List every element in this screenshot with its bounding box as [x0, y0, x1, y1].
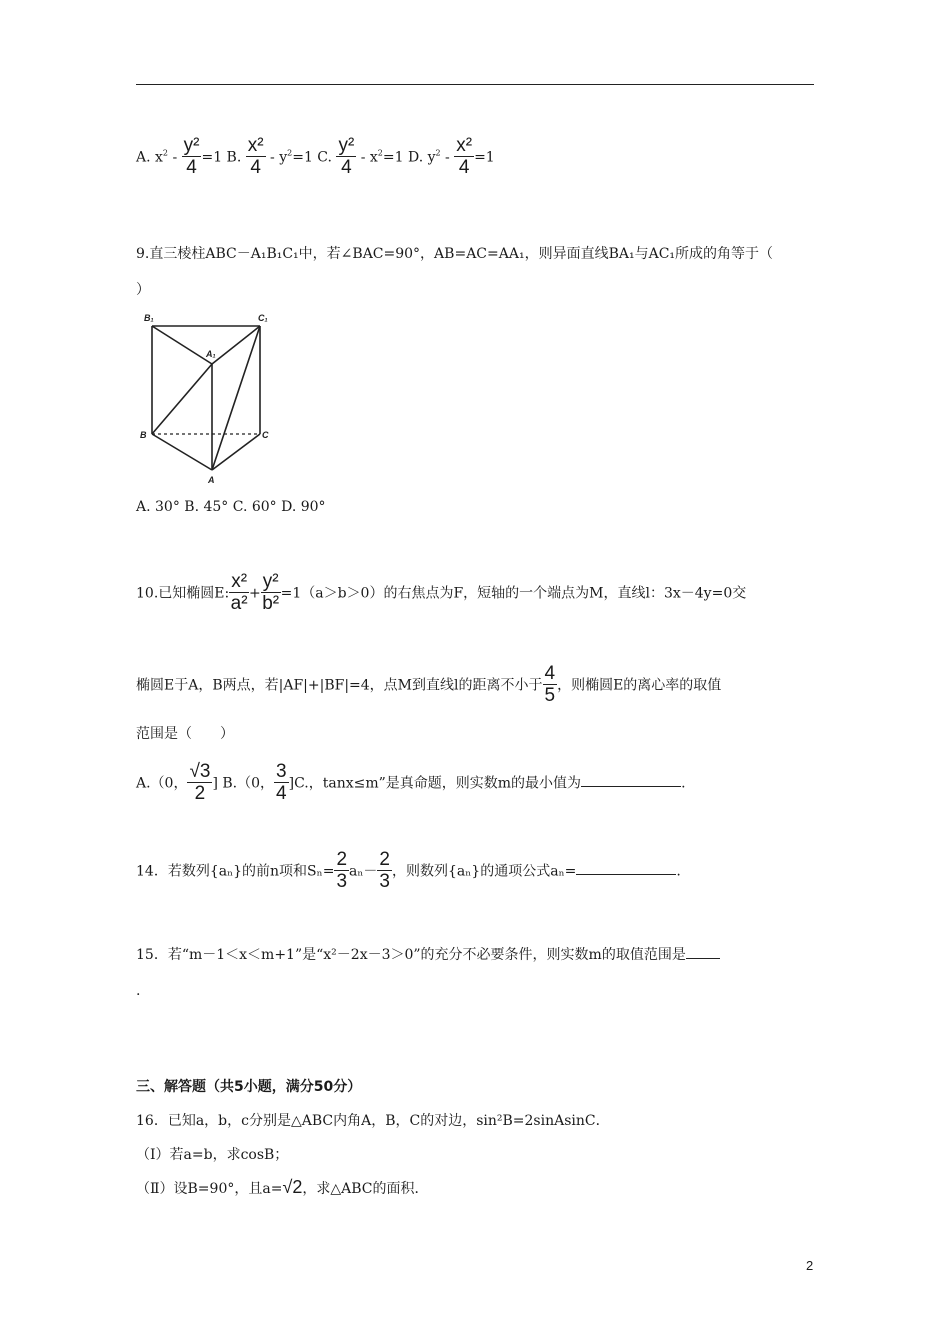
q14-mid: aₙ－	[349, 863, 378, 880]
q16-part2-pre: （Ⅱ）设B=90°，且a=	[136, 1181, 283, 1197]
q10-plus: +	[249, 585, 261, 602]
q8-a-num: y²	[183, 135, 200, 156]
q10-opt-a: A.（0，	[136, 775, 188, 792]
q8-c-mid: - x	[356, 149, 378, 166]
q10-f4-num: √3	[189, 761, 211, 782]
label-c1: C₁	[258, 313, 268, 323]
q14-f1-den: 3	[336, 870, 348, 892]
q8-c-sup: 2	[377, 148, 383, 158]
q14-f2-den: 3	[379, 870, 390, 892]
q10-frac-x2a2	[229, 572, 249, 615]
q14-pre: 14．若数列{aₙ}的前n项和Sₙ=	[136, 863, 335, 880]
label-a: A	[208, 475, 215, 485]
q14-f2-num: 2	[379, 849, 390, 870]
q8-b-fraction	[246, 136, 266, 179]
q8-c-end: =1 D. y	[382, 149, 436, 166]
q10-f5-num: 3	[276, 761, 287, 782]
q10-pre: 10.已知椭圆E:	[136, 585, 230, 602]
q16-line1: 16．已知a，b，c分别是△ABC内角A，B，C的对边，sin²B=2sinAsinC．	[136, 1113, 610, 1129]
q10-options	[136, 762, 686, 805]
q10-line2-post: ，则椭圆E的离心率的取值	[557, 677, 722, 694]
q8-a-end: =1 B.	[201, 149, 242, 166]
page-number: 2	[806, 1258, 814, 1273]
q14-line	[136, 850, 681, 893]
q9-options: A. 30° B. 45° C. 60° D. 90°	[136, 499, 326, 515]
q10-post: =1（a＞b＞0）的右焦点为F，短轴的一个端点为M，直线l：3x－4y=0交	[280, 585, 747, 602]
edge-b1a1	[152, 326, 212, 364]
q16-part2-post: ，求△ABC的面积．	[302, 1181, 429, 1197]
segment-ac1	[212, 326, 260, 470]
q10-opt-rest: ]C.，tanx≤m”是真命题，则实数m的最小值为	[288, 775, 582, 792]
q8-c-den: 4	[341, 156, 352, 178]
q8-b-num: x²	[247, 135, 264, 156]
q15-answer-blank	[686, 946, 720, 959]
q10-f3-num: 4	[544, 663, 556, 684]
edge-ba	[152, 434, 212, 470]
q14-f1-num: 2	[336, 849, 348, 870]
label-a1: A₁	[206, 349, 216, 359]
q10-frac-3-4	[274, 762, 289, 805]
prism-figure	[138, 310, 278, 486]
q10-f3-den: 5	[544, 684, 556, 706]
q8-options	[136, 136, 495, 179]
q16-part1: （Ⅰ）若a=b，求cosB；	[136, 1147, 289, 1163]
q8-d-sup: 2	[435, 148, 441, 158]
q10-line1	[136, 572, 746, 615]
edge-a1c1	[212, 326, 260, 364]
q8-b-end: =1 C.	[292, 149, 332, 166]
q10-frac-y2b2	[261, 572, 281, 615]
q14-frac-1	[334, 850, 349, 893]
q14-end: .	[676, 863, 681, 880]
q10-f1-num: x²	[231, 571, 248, 592]
q8-d-mid: -	[440, 149, 455, 166]
q8-d-den: 4	[458, 156, 470, 178]
q10-f1-den: a²	[230, 592, 248, 614]
q8-d-fraction	[454, 136, 474, 179]
q16-sqrt2: √2	[282, 1177, 303, 1197]
q10-opt-b: ] B.（0，	[212, 775, 275, 792]
q8-d-end: =1	[474, 149, 495, 166]
q15-text: 15．若“m－1＜x＜m+1”是“x²－2x－3＞0”的充分不必要条件，则实数m的取值范围是	[136, 947, 686, 963]
q10-end: .	[681, 775, 686, 792]
q16-part2	[136, 1178, 428, 1196]
q8-a-fraction	[182, 136, 202, 179]
q9-stem-line2: ）	[136, 282, 150, 298]
label-c: C	[262, 430, 269, 440]
q8-c-fraction	[336, 136, 356, 179]
q8-b-mid: - y	[265, 149, 288, 166]
q8-a-label: A. x	[136, 149, 163, 166]
q8-b-sup: 2	[287, 148, 293, 158]
q10-line2-pre: 椭圆E于A，B两点，若|AF|+|BF|=4，点M到直线l的距离不小于	[136, 677, 543, 694]
q8-c-num: y²	[338, 135, 355, 156]
q10-f4-den: 2	[194, 782, 206, 804]
q8-b-den: 4	[250, 156, 261, 178]
header-rule	[136, 84, 814, 85]
q8-a-den: 4	[186, 156, 197, 178]
q10-f2-num: y²	[262, 571, 279, 592]
q14-answer-blank	[576, 862, 676, 875]
q13-answer-blank	[581, 774, 681, 787]
q8-a-mid: -	[168, 149, 182, 166]
label-b1: B₁	[144, 313, 154, 323]
label-b: B	[140, 430, 147, 440]
section3-heading: 三、解答题（共5小题，满分50分）	[136, 1079, 362, 1095]
q14-frac-2	[377, 850, 392, 893]
segment-ba1	[152, 364, 212, 434]
q8-d-num: x²	[456, 135, 473, 156]
q9-stem-line1: 9.直三棱柱ABC－A₁B₁C₁中，若∠BAC=90°，AB=AC=AA₁，则异面直线BA₁与AC₁所成的角等于（	[136, 246, 774, 262]
q10-frac-sqrt3-2	[187, 762, 212, 805]
q8-a-sup: 2	[162, 148, 168, 158]
q14-post: ，则数列{aₙ}的通项公式aₙ=	[392, 863, 577, 880]
q10-frac-4-5	[543, 664, 558, 707]
edge-ac	[212, 434, 260, 470]
q15-line2: .	[136, 983, 141, 999]
q10-f2-den: b²	[262, 592, 280, 614]
q10-line3: 范围是（ ）	[136, 726, 234, 742]
q15-line1	[136, 946, 720, 962]
q10-f5-den: 4	[276, 782, 287, 804]
q10-line2	[136, 664, 721, 707]
